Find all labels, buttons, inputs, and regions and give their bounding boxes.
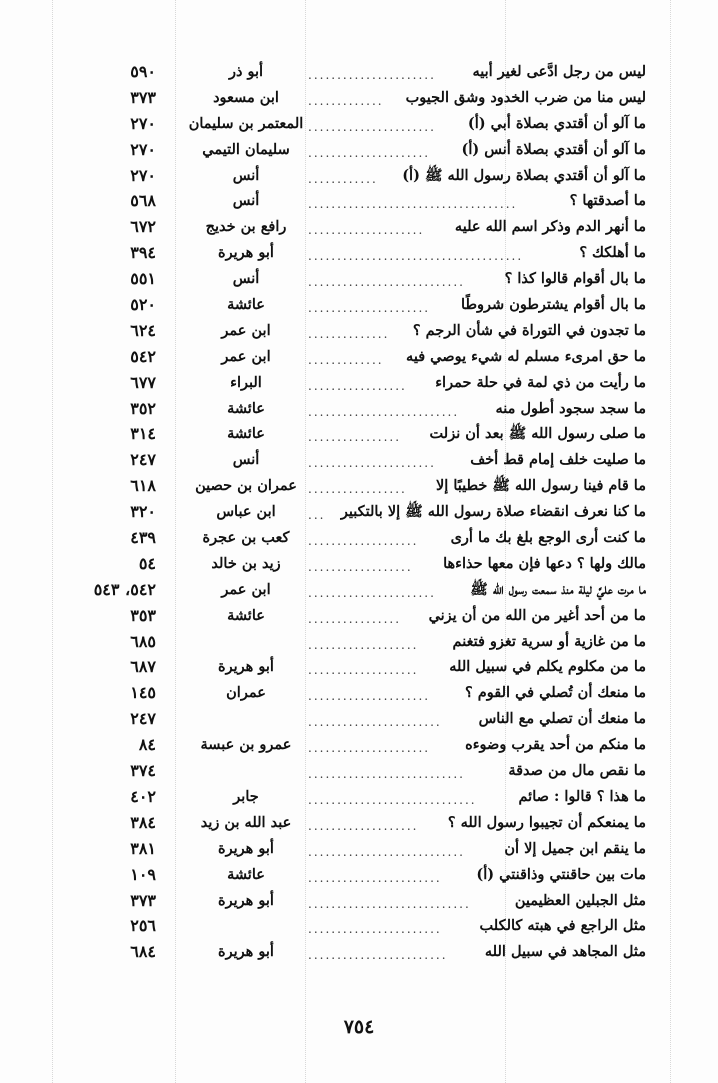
leader-dots: ................ (308, 611, 402, 626)
leader-dots: ................... (308, 818, 419, 833)
page-reference: ٢٤٧ (130, 450, 156, 470)
hadith-index-list (0, 62, 718, 968)
index-entry-row (0, 761, 718, 787)
index-entry-row (0, 114, 718, 140)
page-number: ٧٥٤ (343, 1016, 375, 1038)
hadith-text: ما أهلكك ؟ (579, 244, 646, 262)
index-entry-row (0, 554, 718, 580)
leader-dots: ..................... (308, 689, 431, 704)
leader-dots: ..................................... (308, 249, 524, 264)
index-entry-row (0, 243, 718, 269)
leader-dots: ................. (308, 378, 407, 393)
page-reference: ٤٣٩ (130, 528, 156, 548)
page-reference: ٣٧٤ (130, 761, 156, 781)
page-reference: ٥٤٢، ٥٤٣ (93, 579, 156, 599)
hadith-text: ما آلو أن أقتدي بصلاة أبي (أ) (467, 114, 646, 132)
index-entry-row (0, 88, 718, 114)
page-reference: ٤٠٢ (130, 786, 156, 806)
hadith-text: ليس من رجل ادَّعى لغير أبيه (472, 63, 646, 80)
narrator-name: عائشة (227, 399, 265, 417)
narrator-name: ابن عباس (216, 503, 276, 521)
leader-dots: ....................... (308, 870, 442, 885)
page-reference: ٢٧٠ (130, 113, 156, 133)
hadith-text: ما سجد سجود أطول منه (495, 399, 646, 417)
index-entry-row (0, 787, 718, 813)
page-reference: ٥٦٨ (130, 191, 156, 211)
leader-dots: ............ (308, 171, 378, 186)
page-reference: ٥٤ (138, 553, 156, 573)
page-reference: ٦٧٢ (130, 217, 156, 237)
hadith-text: مالك ولها ؟ دعها فإن معها حذاءها (443, 554, 646, 572)
narrator-name: أبو هريرة (218, 658, 274, 676)
narrator-name: أبو ذر (228, 63, 264, 80)
leader-dots: ................... (308, 534, 419, 549)
index-entry-row (0, 942, 718, 968)
index-entry-row (0, 321, 718, 347)
hadith-text: مثل الراجع في هبته كالكلب (479, 917, 646, 935)
index-entry-row (0, 709, 718, 735)
leader-dots: ................. (308, 482, 407, 497)
hadith-text: مثل الجبلين العظيمين (514, 891, 646, 909)
hadith-text: ما آلو أن أقتدي بصلاة رسول الله ﷺ (أ) (402, 166, 646, 184)
page-reference: ٦١٨ (130, 476, 156, 496)
page-reference: ٣٩٤ (130, 243, 156, 263)
narrator-name: أبو هريرة (218, 839, 274, 857)
page-reference: ٥٢٠ (130, 295, 156, 315)
leader-dots: ............................. (308, 792, 477, 807)
index-entry-row (0, 424, 718, 450)
hadith-text: مات بين حاقنتي وذاقنتي (أ) (476, 865, 646, 883)
index-entry-row (0, 166, 718, 192)
index-entry-row (0, 813, 718, 839)
narrator-name: أنس (232, 192, 260, 210)
hadith-text: ليس منا من ضرب الخدود وشق الجيوب (405, 88, 646, 106)
leader-dots: ............. (308, 352, 384, 367)
narrator-name: عائشة (227, 425, 265, 443)
index-entry-row (0, 217, 718, 243)
index-entry-row (0, 502, 718, 528)
hadith-text: ما من أحد أغير من الله من أن يزني (428, 606, 646, 624)
leader-dots: ........................... (308, 767, 465, 782)
hadith-text: ما هذا ؟ قالوا : صائم (518, 787, 646, 805)
narrator-name: أبو هريرة (218, 244, 274, 262)
leader-dots: ...................... (308, 68, 436, 82)
leader-dots: ........................... (308, 844, 465, 859)
page-reference: ٢٧٠ (130, 139, 156, 159)
narrator-name: أنس (232, 451, 260, 469)
narrator-name: البراء (230, 373, 262, 391)
narrator-name: ابن عمر (221, 321, 271, 339)
leader-dots: ................... (308, 663, 419, 678)
narrator-name: أنس (232, 166, 260, 184)
leader-dots: .............. (308, 326, 390, 341)
hadith-text: ما نقص مال من صدقة (508, 762, 646, 780)
page-reference: ٥٩٠ (130, 62, 156, 81)
page-reference: ٦٢٤ (130, 320, 156, 340)
page-reference: ٢٥٦ (130, 916, 156, 936)
narrator-name: جابر (233, 787, 259, 805)
page-reference: ٣١٤ (130, 424, 156, 444)
hadith-text: ما رأيت من ذي لمة في حلة حمراء (435, 373, 646, 391)
hadith-text: ما تجدون في التوراة في شأن الرجم ؟ (412, 321, 646, 339)
leader-dots: ..................... (308, 145, 431, 160)
page-reference: ٥٥١ (130, 269, 156, 289)
index-entry-row (0, 891, 718, 917)
page-reference: ٣٢٠ (130, 502, 156, 522)
hadith-text: ما من غازية أو سرية تغزو فتغنم (452, 632, 646, 650)
narrator-name: أنس (232, 270, 260, 288)
index-entry-row (0, 191, 718, 217)
page-reference: ٣٧٣ (130, 890, 156, 910)
index-entry-row (0, 373, 718, 399)
narrator-name: عائشة (227, 606, 265, 624)
hadith-text: ما كنا نعرف انقضاء صلاة رسول الله ﷺ إلا بالتكبير (340, 503, 646, 521)
page-reference: ٦٨٧ (130, 657, 156, 677)
index-entry-row (0, 140, 718, 166)
leader-dots: ........................ (308, 948, 448, 963)
page-reference: ١٠٩ (130, 864, 156, 884)
narrator-name: أبو هريرة (218, 943, 274, 961)
page-reference: ٢٧٠ (130, 165, 156, 185)
index-entry-row (0, 683, 718, 709)
page-reference: ٣٨٤ (130, 812, 156, 832)
narrator-name: زيد بن خالد (211, 554, 281, 572)
leader-dots: .................................... (308, 197, 518, 212)
narrator-name: عمران بن حصين (195, 477, 297, 495)
narrator-name: ابن عمر (221, 580, 271, 598)
leader-dots: .................... (308, 223, 425, 238)
index-entry-row (0, 62, 718, 88)
page-reference: ٣٥٣ (130, 605, 156, 625)
hadith-text: مثل المجاهد في سبيل الله (484, 943, 646, 961)
leader-dots: ...................... (308, 585, 436, 600)
index-entry-row (0, 347, 718, 373)
narrator-name: المعتمر بن سليمان (188, 114, 304, 132)
hadith-text: ما كنت أرى الوجع بلغ بك ما أرى (450, 529, 646, 547)
hadith-text: ما قام فينا رسول الله ﷺ خطيبًا إلا (436, 477, 646, 495)
narrator-name: رافع بن خديج (205, 218, 287, 236)
hadith-text: ما بال أقوام قالوا كذا ؟ (504, 270, 646, 288)
page-reference: ٢٤٧ (130, 709, 156, 729)
leader-dots: .................. (308, 559, 413, 574)
narrator-name: أبو هريرة (218, 891, 274, 909)
hadith-text: ما أنهر الدم وذكر اسم الله عليه (454, 218, 646, 236)
hadith-text: ما مرت عليَّ ليلة منذ سمعت رسول الله ﷺ (470, 580, 646, 598)
index-entry-row (0, 735, 718, 761)
index-entry-row (0, 476, 718, 502)
hadith-text: ما آلو أن أقتدي بصلاة أنس (أ) (461, 140, 646, 158)
index-entry-row (0, 606, 718, 632)
narrator-name: عمرو بن عبسة (200, 736, 292, 754)
hadith-text: ما يمنعكم أن تجيبوا رسول الله ؟ (447, 813, 646, 831)
leader-dots: ..................... (308, 741, 431, 756)
narrator-name: ابن عمر (221, 347, 271, 365)
hadith-text: ما منعك أن تصلي مع الناس (478, 710, 646, 728)
index-entry-row (0, 269, 718, 295)
hadith-text: ما منعك أن تُصلي في القوم ؟ (465, 684, 646, 702)
page-reference: ٦٧٧ (130, 372, 156, 392)
leader-dots: ....................... (308, 715, 442, 730)
page-reference: ٦٨٤ (130, 942, 156, 962)
index-entry-row (0, 657, 718, 683)
narrator-name: عمران (226, 684, 266, 702)
index-entry-row (0, 839, 718, 865)
leader-dots: ...................... (308, 119, 436, 134)
leader-dots: ..................... (308, 301, 431, 316)
index-entry-row (0, 528, 718, 554)
narrator-name: كعب بن عجرة (202, 529, 290, 547)
page-reference: ١٤٥ (130, 683, 156, 703)
page-reference: ٨٤ (138, 735, 156, 755)
index-entry-row (0, 450, 718, 476)
hadith-text: ما ينقم ابن جميل إلا أن (504, 839, 646, 857)
hadith-text: ما منكم من أحد يقرب وضوءه (465, 736, 646, 754)
leader-dots: ...................... (308, 456, 436, 471)
page-reference: ٣٥٢ (130, 398, 156, 418)
leader-dots: ....................... (308, 922, 442, 937)
hadith-text: ما حق امرىء مسلم له شيء يوصي فيه (406, 347, 646, 365)
hadith-text: ما أصدقتها ؟ (569, 192, 646, 210)
index-entry-row (0, 916, 718, 942)
narrator-name: عائشة (227, 865, 265, 883)
page-reference: ٦٨٥ (130, 631, 156, 651)
index-entry-row (0, 399, 718, 425)
hadith-text: ما صليت خلف إمام قط أخف (470, 451, 646, 469)
narrator-name: سليمان التيمي (202, 140, 290, 158)
leader-dots: ............................ (308, 896, 471, 911)
leader-dots: ........................... (308, 275, 465, 290)
index-entry-row (0, 295, 718, 321)
leader-dots: ................ (308, 430, 402, 445)
index-entry-row (0, 632, 718, 658)
narrator-name: عبد الله بن زيد (200, 813, 292, 831)
hadith-text: ما من مكلوم يكلم في سبيل الله (449, 658, 646, 676)
leader-dots: ... (308, 508, 326, 523)
index-entry-row (0, 580, 718, 606)
leader-dots: ................... (308, 637, 419, 652)
index-entry-row (0, 865, 718, 891)
hadith-text: ما بال أقوام يشترطون شروطًا (461, 296, 646, 314)
page-reference: ٥٤٢ (130, 346, 156, 366)
narrator-name: ابن مسعود (213, 88, 279, 106)
hadith-text: ما صلى رسول الله ﷺ بعد أن نزلت (429, 425, 646, 443)
leader-dots: ............. (308, 93, 384, 108)
page-reference: ٣٨١ (130, 838, 156, 858)
leader-dots: .......................... (308, 404, 460, 419)
page-reference: ٣٧٣ (130, 87, 156, 107)
narrator-name: عائشة (227, 296, 265, 314)
